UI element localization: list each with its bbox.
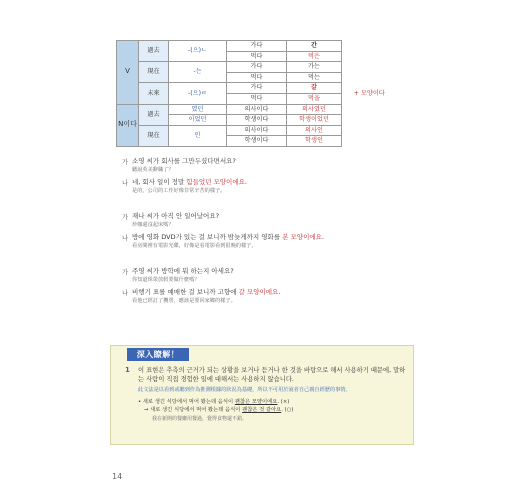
- verb-example: 먹다: [227, 51, 287, 62]
- chinese-translation: 看房間裡有電影光碟，好像是看電影看到很晚的樣子。: [132, 243, 257, 249]
- noun-example: 학생이다: [227, 115, 287, 126]
- note-moyang: + 모양이다: [342, 41, 397, 147]
- korean-sentence: [132, 178, 412, 187]
- tense-past: 過去: [139, 41, 169, 62]
- tense-future: 未來: [139, 83, 169, 104]
- speaker-label: 나: [122, 235, 129, 242]
- conjugated-form: 의사인: [287, 125, 342, 136]
- sentence-text: 방에 영화 DVD가 있는 걸 보니까 밤늦게까지 영화를: [132, 233, 283, 241]
- korean-sentence: 주영 씨가 방학에 뭐 하는지 아세요?: [132, 267, 234, 275]
- korean-sentence: 재나 씨가 아직 안 일어났어요?: [132, 212, 220, 220]
- verb-example: 가다: [227, 62, 287, 73]
- dialogue-line: [122, 212, 412, 229]
- page-number: 14: [112, 472, 123, 481]
- chinese-translation: 你知道珠榮放假要做什麼嗎？: [132, 277, 200, 283]
- note-content: [125, 366, 407, 423]
- conjugated-form: 학생인: [287, 136, 342, 147]
- ending-future: -(으)ㄹ: [169, 83, 227, 104]
- deep-dive-box: [110, 345, 414, 445]
- tense-present: 現在: [139, 125, 169, 146]
- example-wrong: [138, 398, 407, 407]
- tense-present: 現在: [139, 62, 169, 83]
- ending-past-1: 였던: [169, 104, 227, 115]
- highlighted-expression: 본 모양이에요: [282, 233, 322, 241]
- korean-sentence: 소영 씨가 회사를 그만두셨다면서요?: [132, 157, 236, 165]
- example-translation: 我在新開的餐廳用餐過，覺得食物還不錯。: [152, 415, 248, 422]
- speaker-label: 가: [122, 269, 129, 276]
- ending-present: -는: [169, 62, 227, 83]
- chinese-translation: 看他已經訂了機票，應該是要回家鄉的樣子。: [132, 298, 236, 304]
- dialogue-3: [122, 267, 412, 305]
- note-number: 1: [125, 366, 130, 374]
- example-mark: . (×): [277, 398, 290, 405]
- deep-dive-title: 深入瞭解！: [127, 348, 189, 361]
- conjugated-form: 갈: [287, 83, 342, 94]
- ending-past: -(으)ㄴ: [169, 41, 227, 62]
- dialogue-line: [122, 157, 412, 174]
- noun-example: 의사이다: [227, 125, 287, 136]
- dialogue-2: [122, 212, 412, 250]
- noun-example: 학생이다: [227, 136, 287, 147]
- dialogue-line: [122, 178, 412, 195]
- highlighted-expression: 힘들었던 모양이에요: [186, 178, 245, 186]
- ending-present: 인: [169, 125, 227, 146]
- sentence-text: .: [278, 288, 281, 296]
- verb-example: 가다: [227, 83, 287, 94]
- conjugated-form: 먹은: [287, 51, 342, 62]
- underlined-expression: 괜찮은 모양이에요: [234, 398, 278, 405]
- highlighted-expression: 갈 모양이에요: [238, 288, 279, 296]
- sentence-text: .: [244, 178, 247, 186]
- sentence-text: 네, 회사 일이 정말: [132, 178, 187, 186]
- dialogue-line: [122, 233, 412, 250]
- conjugated-form: 먹을: [287, 93, 342, 104]
- underlined-expression: 괜찮은 것 같아요: [242, 407, 282, 413]
- korean-sentence: [132, 233, 412, 242]
- example-correct: [138, 406, 407, 415]
- chinese-translation: 是的，公司的工作好像非常辛苦的樣子。: [132, 188, 226, 194]
- example-text: • 새로 생긴 식당에서 먹어 봤는데 음식이: [138, 398, 235, 405]
- grammar-table: [116, 40, 397, 147]
- speaker-label: 나: [122, 290, 129, 297]
- verb-label: V: [117, 41, 139, 105]
- noun-label: N이다: [117, 104, 139, 146]
- example-text: → 새로 생긴 식당에서 먹어 봤는데 음식이: [144, 407, 243, 413]
- tense-past: 過去: [139, 104, 169, 125]
- conjugated-form: 먹는: [287, 72, 342, 83]
- speaker-label: 가: [122, 159, 129, 166]
- korean-sentence: [132, 288, 412, 297]
- speaker-label: 가: [122, 214, 129, 221]
- verb-example: 먹다: [227, 72, 287, 83]
- speaker-label: 나: [122, 180, 129, 187]
- dialogue-line: [122, 267, 412, 284]
- dialogue-1: [122, 157, 412, 195]
- noun-example: 의사이다: [227, 104, 287, 115]
- deep-dive-body: [125, 366, 407, 423]
- sentence-text: 비행기 표를 예매한 걸 보니까 고향에: [132, 288, 239, 296]
- conjugated-form: 의사였던: [287, 104, 342, 115]
- explanation-korean: 이 표현은 추측의 근거가 되는 상황을 보거나 듣거나 한 것을 바탕으로 해서 사용하기 때문에, 말하는 사람이 직접 경험한 일에 대해서는 사용하지 않습니다.: [138, 367, 406, 383]
- conjugated-form: 간: [287, 41, 342, 52]
- conjugated-form: 학생이었던: [287, 115, 342, 126]
- example-mark: . (○): [281, 407, 294, 413]
- verb-example: 먹다: [227, 93, 287, 104]
- verb-example: 가다: [227, 41, 287, 52]
- chinese-translation: 珍娜還沒起床嗎？: [132, 222, 174, 228]
- sentence-text: .: [321, 233, 325, 241]
- conjugated-form: 가는: [287, 62, 342, 73]
- ending-past-2: 이었던: [169, 115, 227, 126]
- explanation-chinese: 此文法是以看到或聽到作為推測根據的狀況為基礎，所以不可用於說者自己親自經歷的事情。: [138, 387, 351, 393]
- dialogue-line: [122, 288, 412, 305]
- chinese-translation: 聽說英美辭職了？: [132, 167, 174, 173]
